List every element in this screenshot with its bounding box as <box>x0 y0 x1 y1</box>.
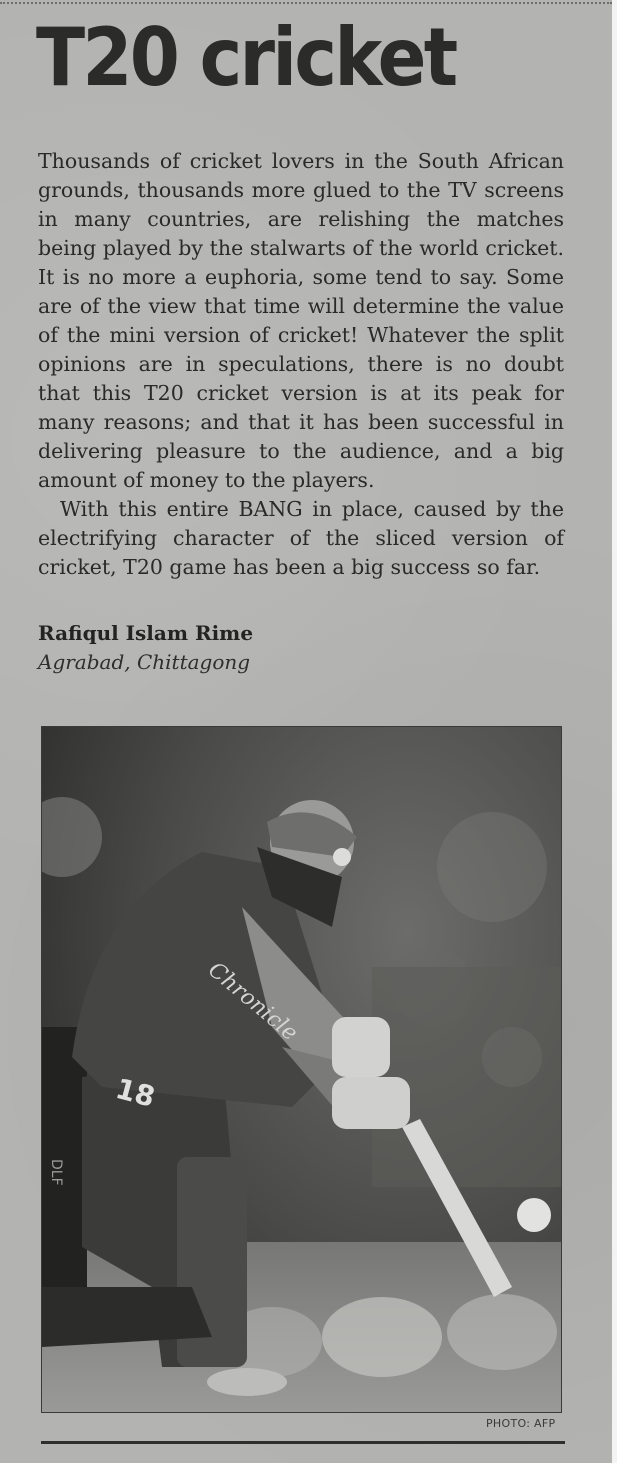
top-dotted-rule <box>0 2 612 4</box>
right-margin <box>612 0 617 1463</box>
jersey-number: 18 <box>112 1071 159 1114</box>
paragraph-2: With this entire BANG in place, caused by the electrifying character of the sliced version of cricket, T20 game has been a big success so far. <box>38 497 564 579</box>
author-name: Rafiqul Islam Rime <box>38 621 254 645</box>
svg-text:DLF: DLF <box>48 1159 64 1186</box>
batsman-photo-image <box>42 727 562 1413</box>
cricket-photo <box>41 726 562 1413</box>
photo-credit: PHOTO: AFP <box>486 1417 556 1430</box>
headline: T20 cricket <box>36 11 456 104</box>
bottom-rule <box>41 1441 565 1444</box>
shirt-text: Chronicle <box>203 957 303 1047</box>
article-body <box>38 147 564 582</box>
author-location: Agrabad, Chittagong <box>38 650 251 674</box>
paragraph-1: Thousands of cricket lovers in the South African grounds, thousands more glued to the TV screens in many countries, are relishing the matches being played by the stalwarts of the world cricket. It is no more a euphoria, some tend to say. Some are of the view that time will determine the value of the mini version of cricket! Whatever the split opinions are in speculations, there is no doubt that this T20 cricket version is at its peak for many reasons; and that it has been successful in delivering pleasure to the audience, and a big amount of money to the players. <box>38 149 564 492</box>
